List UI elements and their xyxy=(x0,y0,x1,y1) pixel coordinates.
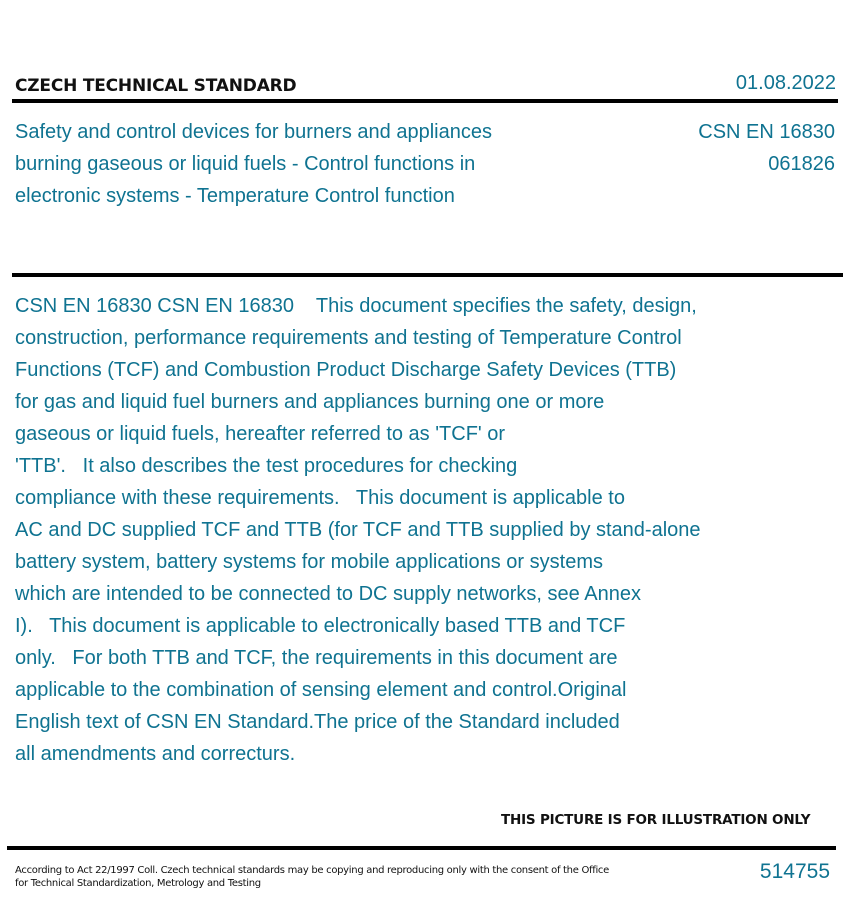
abstract-line: I). This document is applicable to electronically based TTB and TCF xyxy=(15,615,626,637)
document-type-label: CZECH TECHNICAL STANDARD xyxy=(15,76,297,96)
abstract-line: only. For both TTB and TCF, the requirements in this document are xyxy=(15,647,618,669)
abstract-line: applicable to the combination of sensing element and control.Original xyxy=(15,679,627,701)
abstract-line: English text of CSN EN Standard.The price of the Standard included xyxy=(15,711,620,733)
title-divider xyxy=(12,273,843,277)
copyright-notice xyxy=(15,864,609,890)
abstract-line: AC and DC supplied TCF and TTB (for TCF and TTB supplied by stand-alone xyxy=(15,519,701,541)
abstract-line: construction, performance requirements and testing of Temperature Control xyxy=(15,327,682,349)
title-line: electronic systems - Temperature Control function xyxy=(15,185,455,207)
footer-divider xyxy=(7,846,836,850)
abstract-line: battery system, battery systems for mobile applications or systems xyxy=(15,551,603,573)
title-line: burning gaseous or liquid fuels - Control functions in xyxy=(15,153,476,175)
abstract-line: gaseous or liquid fuels, hereafter referred to as 'TCF' or xyxy=(15,423,506,445)
abstract-text xyxy=(15,290,701,770)
class-number: 061826 xyxy=(768,153,835,175)
abstract-line: 'TTB'. It also describes the test procedures for checking xyxy=(15,455,518,477)
catalog-number: 514755 xyxy=(759,860,830,883)
abstract-line: which are intended to be connected to DC supply networks, see Annex xyxy=(15,583,641,605)
standard-title xyxy=(15,116,492,212)
abstract-line: CSN EN 16830 CSN EN 16830 This document specifies the safety, design, xyxy=(15,295,697,317)
abstract-line: Functions (TCF) and Combustion Product Discharge Safety Devices (TTB) xyxy=(15,359,677,381)
copyright-line: According to Act 22/1997 Coll. Czech technical standards may be copying and reproducing only with the consent of the Office xyxy=(15,865,609,876)
abstract-line: for gas and liquid fuel burners and appliances burning one or more xyxy=(15,391,605,413)
abstract-line: all amendments and correcturs. xyxy=(15,743,296,765)
title-line: Safety and control devices for burners and appliances xyxy=(15,121,492,143)
standard-code: CSN EN 16830 xyxy=(698,121,835,143)
header-divider xyxy=(12,99,838,103)
copyright-line: for Technical Standardization, Metrology and Testing xyxy=(15,878,261,889)
publication-date: 01.08.2022 xyxy=(735,72,836,94)
standard-codes xyxy=(698,116,835,180)
abstract-line: compliance with these requirements. This document is applicable to xyxy=(15,487,625,509)
illustration-note: THIS PICTURE IS FOR ILLUSTRATION ONLY xyxy=(501,812,811,828)
